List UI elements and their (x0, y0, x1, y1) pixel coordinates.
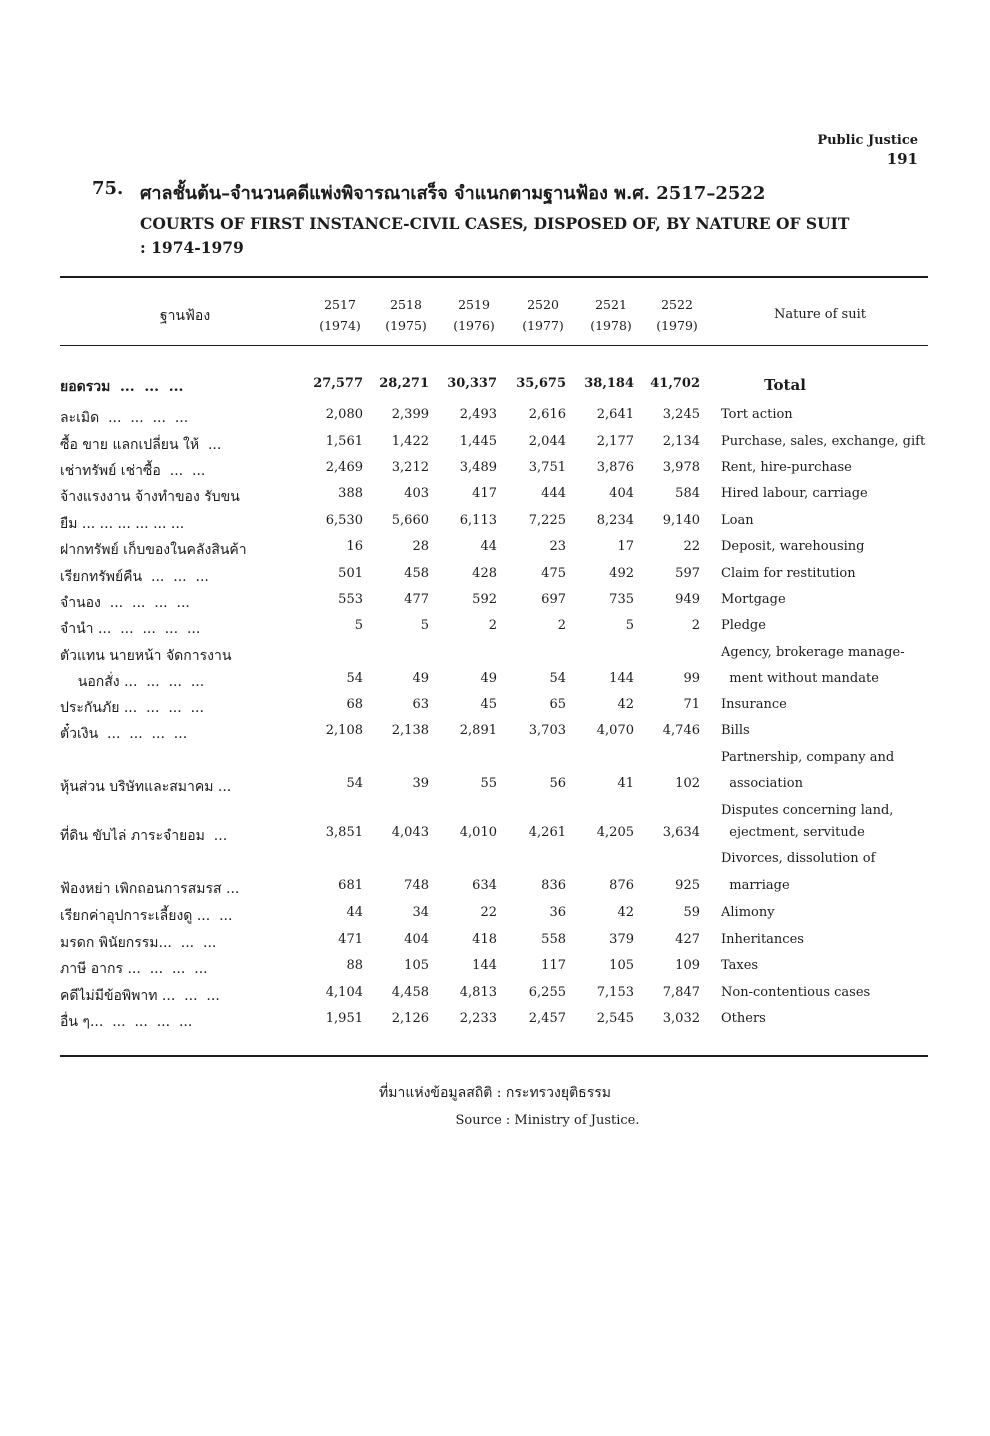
row-label-english: Claim for restitution (721, 566, 856, 581)
row-label-english: Inheritances (721, 932, 804, 947)
value-cell: 2,044 (528, 434, 566, 449)
value-cell: 1,445 (459, 434, 497, 449)
value-cell: 4,010 (459, 825, 497, 840)
value-cell: 22 (683, 539, 700, 554)
row-label-thai: มรดก พินัยกรรม... ... ... (60, 935, 217, 951)
year-ce: (1977) (522, 318, 564, 333)
year-be: 2522 (661, 297, 693, 312)
total-row (0, 376, 990, 402)
value-cell: 54 (346, 776, 363, 791)
table-row (0, 958, 990, 984)
page-number: 191 (886, 150, 918, 168)
value-cell: 102 (675, 776, 700, 791)
table-row (0, 513, 990, 539)
row-label-english: Pledge (721, 618, 766, 633)
value-cell: 444 (541, 486, 566, 501)
value-cell: 427 (675, 932, 700, 947)
value-cell: 28 (412, 539, 429, 554)
row-label-english: Purchase, sales, exchange, gift (721, 434, 926, 449)
value-cell: 88 (346, 958, 363, 973)
row-label-english: Others (721, 1011, 766, 1026)
value-cell: 428 (472, 566, 497, 581)
row-label-english: Non-contentious cases (721, 985, 871, 1000)
table-row (0, 434, 990, 460)
value-cell: 1,561 (325, 434, 363, 449)
value-cell: 3,032 (662, 1011, 700, 1026)
table-row (0, 776, 990, 802)
value-cell: 41 (617, 776, 634, 791)
column-header-english: Nature of suit (774, 307, 866, 322)
value-cell: 28,271 (379, 376, 429, 391)
value-cell: 117 (541, 958, 566, 973)
row-label-english: ejectment, servitude (721, 825, 865, 840)
value-cell: 38,184 (584, 376, 634, 391)
row-label-english: Insurance (721, 697, 787, 712)
value-cell: 4,070 (596, 723, 634, 738)
row-label-thai: จำนอง ... ... ... ... (60, 595, 190, 611)
table-row (0, 985, 990, 1011)
value-cell: 2,493 (459, 407, 497, 422)
row-label-thai: คดีไม่มีข้อพิพาท ... ... ... (60, 988, 220, 1004)
row-label-thai: หุ้นส่วน บริษัทและสมาคม ... (60, 779, 232, 795)
value-cell: 4,746 (662, 723, 700, 738)
title-english-line-1: COURTS OF FIRST INSTANCE-CIVIL CASES, DISPOSED OF, BY NATURE OF SUIT (140, 214, 850, 233)
value-cell: 3,751 (528, 460, 566, 475)
value-cell: 63 (412, 697, 429, 712)
value-cell: 6,113 (459, 513, 497, 528)
table-row (0, 1011, 990, 1037)
year-header (578, 297, 644, 333)
value-cell: 4,205 (596, 825, 634, 840)
value-cell: 109 (675, 958, 700, 973)
year-be: 2517 (324, 297, 356, 312)
table-row (0, 697, 990, 723)
row-label-thai: ตัวแทน นายหน้า จัดการงาน (60, 648, 232, 664)
title-thai: ศาลชั้นต้น–จำนวนคดีแพ่งพิจารณาเสร็จ จำแนกตามฐานฟ้อง พ.ศ. 2517–2522 (140, 183, 766, 204)
value-cell: 3,876 (596, 460, 634, 475)
value-cell: 3,703 (528, 723, 566, 738)
year-header (373, 297, 439, 333)
value-cell: 3,851 (325, 825, 363, 840)
row-label-thai: ยอดรวม ... ... ... (60, 379, 184, 395)
value-cell: 55 (480, 776, 497, 791)
row-label-english: association (721, 776, 803, 791)
row-label-thai: ประกันภัย ... ... ... ... (60, 700, 204, 716)
value-cell: 4,813 (459, 985, 497, 1000)
row-label-thai: นอกสั่ง ... ... ... ... (60, 674, 205, 690)
value-cell: 2,108 (325, 723, 363, 738)
value-cell: 5 (354, 618, 363, 633)
table-row (0, 566, 990, 592)
value-cell: 475 (541, 566, 566, 581)
value-cell: 17 (617, 539, 634, 554)
row-label-english: Loan (721, 513, 754, 528)
year-ce: (1976) (453, 318, 495, 333)
value-cell: 36 (549, 905, 566, 920)
value-cell: 56 (549, 776, 566, 791)
value-cell: 35,675 (516, 376, 566, 391)
table-bottom-rule (60, 1055, 928, 1057)
value-cell: 404 (404, 932, 429, 947)
value-cell: 42 (617, 905, 634, 920)
value-cell: 7,153 (596, 985, 634, 1000)
row-label-english: Divorces, dissolution of (721, 851, 876, 866)
value-cell: 876 (609, 878, 634, 893)
value-cell: 558 (541, 932, 566, 947)
value-cell: 836 (541, 878, 566, 893)
table-row (0, 486, 990, 512)
value-cell: 105 (404, 958, 429, 973)
value-cell: 144 (609, 671, 634, 686)
value-cell: 417 (472, 486, 497, 501)
value-cell: 597 (675, 566, 700, 581)
row-label-english: marriage (721, 878, 790, 893)
value-cell: 3,634 (662, 825, 700, 840)
table-row (0, 539, 990, 565)
value-cell: 7,847 (662, 985, 700, 1000)
value-cell: 99 (683, 671, 700, 686)
value-cell: 54 (346, 671, 363, 686)
value-cell: 681 (338, 878, 363, 893)
row-label-thai: ฟ้องหย่า เพิกถอนการสมรส ... (60, 881, 240, 897)
year-ce: (1974) (319, 318, 361, 333)
row-label-thai: จ้างแรงงาน จ้างทำของ รับขน (60, 489, 240, 505)
value-cell: 471 (338, 932, 363, 947)
row-label-english: Mortgage (721, 592, 786, 607)
column-header-thai: ฐานฟ้อง (159, 308, 211, 324)
row-label-thai: ละเมิด ... ... ... ... (60, 410, 189, 426)
value-cell: 3,489 (459, 460, 497, 475)
value-cell: 4,458 (391, 985, 429, 1000)
value-cell: 6,255 (528, 985, 566, 1000)
year-ce: (1979) (656, 318, 698, 333)
value-cell: 42 (617, 697, 634, 712)
table-row (0, 645, 990, 671)
value-cell: 4,043 (391, 825, 429, 840)
value-cell: 41,702 (650, 376, 700, 391)
row-label-english: Hired labour, carriage (721, 486, 868, 501)
year-be: 2518 (390, 297, 422, 312)
value-cell: 71 (683, 697, 700, 712)
value-cell: 8,234 (596, 513, 634, 528)
value-cell: 3,245 (662, 407, 700, 422)
value-cell: 105 (609, 958, 634, 973)
value-cell: 34 (412, 905, 429, 920)
value-cell: 2,134 (662, 434, 700, 449)
value-cell: 9,140 (662, 513, 700, 528)
value-cell: 477 (404, 592, 429, 607)
value-cell: 2,616 (528, 407, 566, 422)
value-cell: 16 (346, 539, 363, 554)
value-cell: 6,530 (325, 513, 363, 528)
row-label-thai: เช่าทรัพย์ เช่าซื้อ ... ... (60, 463, 206, 479)
row-label-english: Alimony (721, 905, 775, 920)
source-english: Source : Ministry of Justice. (455, 1113, 640, 1128)
row-label-english: Bills (721, 723, 750, 738)
value-cell: 458 (404, 566, 429, 581)
value-cell: 592 (472, 592, 497, 607)
row-label-thai: เรียกค่าอุปการะเลี้ยงดู ... ... (60, 908, 233, 924)
value-cell: 925 (675, 878, 700, 893)
value-cell: 748 (404, 878, 429, 893)
value-cell: 2 (488, 618, 497, 633)
row-label-english: Taxes (721, 958, 759, 973)
value-cell: 553 (338, 592, 363, 607)
value-cell: 54 (549, 671, 566, 686)
value-cell: 501 (338, 566, 363, 581)
value-cell: 49 (412, 671, 429, 686)
source-thai: ที่มาแห่งข้อมูลสถิติ : กระทรวงยุติธรรม (379, 1085, 611, 1101)
row-label-english: Tort action (721, 407, 793, 422)
value-cell: 697 (541, 592, 566, 607)
value-cell: 2,126 (391, 1011, 429, 1026)
row-label-english: Agency, brokerage manage- (721, 645, 905, 660)
year-ce: (1975) (385, 318, 427, 333)
row-label-english: Total (764, 376, 806, 394)
row-label-english: ment without mandate (721, 671, 879, 686)
value-cell: 1,951 (325, 1011, 363, 1026)
value-cell: 634 (472, 878, 497, 893)
table-row (0, 932, 990, 958)
value-cell: 2,545 (596, 1011, 634, 1026)
value-cell: 49 (480, 671, 497, 686)
row-label-thai: เรียกทรัพย์คืน ... ... ... (60, 569, 209, 585)
value-cell: 27,577 (313, 376, 363, 391)
row-label-thai: ฝากทรัพย์ เก็บของในคลังสินค้า (60, 542, 247, 558)
row-label-english: Partnership, company and (721, 750, 895, 765)
value-cell: 144 (472, 958, 497, 973)
value-cell: 492 (609, 566, 634, 581)
table-row (0, 750, 990, 776)
value-cell: 5 (420, 618, 429, 633)
value-cell: 403 (404, 486, 429, 501)
table-row (0, 825, 990, 851)
year-be: 2519 (458, 297, 490, 312)
table-row (0, 407, 990, 433)
row-label-thai: ภาษี อากร ... ... ... ... (60, 961, 208, 977)
value-cell: 584 (675, 486, 700, 501)
row-label-thai: ที่ดิน ขับไล่ ภาระจำยอม ... (60, 828, 228, 844)
table-row (0, 878, 990, 904)
value-cell: 65 (549, 697, 566, 712)
row-label-english: Disputes concerning land, (721, 803, 894, 818)
row-label-thai: ยืม ... ... ... ... ... ... (60, 516, 185, 532)
table-top-rule (60, 276, 928, 278)
table-row (0, 671, 990, 697)
value-cell: 2,891 (459, 723, 497, 738)
year-header (307, 297, 373, 333)
value-cell: 4,104 (325, 985, 363, 1000)
value-cell: 44 (480, 539, 497, 554)
table-number: 75. (92, 178, 124, 199)
value-cell: 404 (609, 486, 634, 501)
value-cell: 3,212 (391, 460, 429, 475)
value-cell: 5,660 (391, 513, 429, 528)
year-header (644, 297, 710, 333)
value-cell: 2,138 (391, 723, 429, 738)
value-cell: 44 (346, 905, 363, 920)
table-row (0, 723, 990, 749)
value-cell: 418 (472, 932, 497, 947)
value-cell: 2,177 (596, 434, 634, 449)
value-cell: 2 (557, 618, 566, 633)
value-cell: 2,457 (528, 1011, 566, 1026)
year-header (441, 297, 507, 333)
header-bottom-rule (60, 345, 928, 346)
row-label-english: Deposit, warehousing (721, 539, 865, 554)
table-row (0, 460, 990, 486)
value-cell: 379 (609, 932, 634, 947)
table-row (0, 592, 990, 618)
value-cell: 2,399 (391, 407, 429, 422)
row-label-thai: อื่น ๆ... ... ... ... ... (60, 1014, 193, 1030)
row-label-english: Rent, hire-purchase (721, 460, 852, 475)
value-cell: 59 (683, 905, 700, 920)
value-cell: 2,469 (325, 460, 363, 475)
table-row (0, 851, 990, 877)
value-cell: 30,337 (447, 376, 497, 391)
value-cell: 2,080 (325, 407, 363, 422)
value-cell: 2 (691, 618, 700, 633)
year-be: 2521 (595, 297, 627, 312)
value-cell: 22 (480, 905, 497, 920)
section-name: Public Justice (817, 133, 918, 148)
value-cell: 7,225 (528, 513, 566, 528)
value-cell: 2,641 (596, 407, 634, 422)
value-cell: 45 (480, 697, 497, 712)
table-row (0, 905, 990, 931)
value-cell: 388 (338, 486, 363, 501)
value-cell: 3,978 (662, 460, 700, 475)
year-header (510, 297, 576, 333)
row-label-thai: จำนำ ... ... ... ... ... (60, 621, 201, 637)
row-label-thai: ตั๋วเงิน ... ... ... ... (60, 726, 188, 742)
year-be: 2520 (527, 297, 559, 312)
value-cell: 23 (549, 539, 566, 554)
value-cell: 735 (609, 592, 634, 607)
value-cell: 39 (412, 776, 429, 791)
year-ce: (1978) (590, 318, 632, 333)
value-cell: 68 (346, 697, 363, 712)
value-cell: 1,422 (391, 434, 429, 449)
row-label-thai: ซื้อ ขาย แลกเปลี่ยน ให้ ... (60, 437, 222, 453)
value-cell: 5 (625, 618, 634, 633)
value-cell: 2,233 (459, 1011, 497, 1026)
table-row (0, 618, 990, 644)
value-cell: 949 (675, 592, 700, 607)
value-cell: 4,261 (528, 825, 566, 840)
title-english-line-2: : 1974-1979 (140, 238, 244, 257)
